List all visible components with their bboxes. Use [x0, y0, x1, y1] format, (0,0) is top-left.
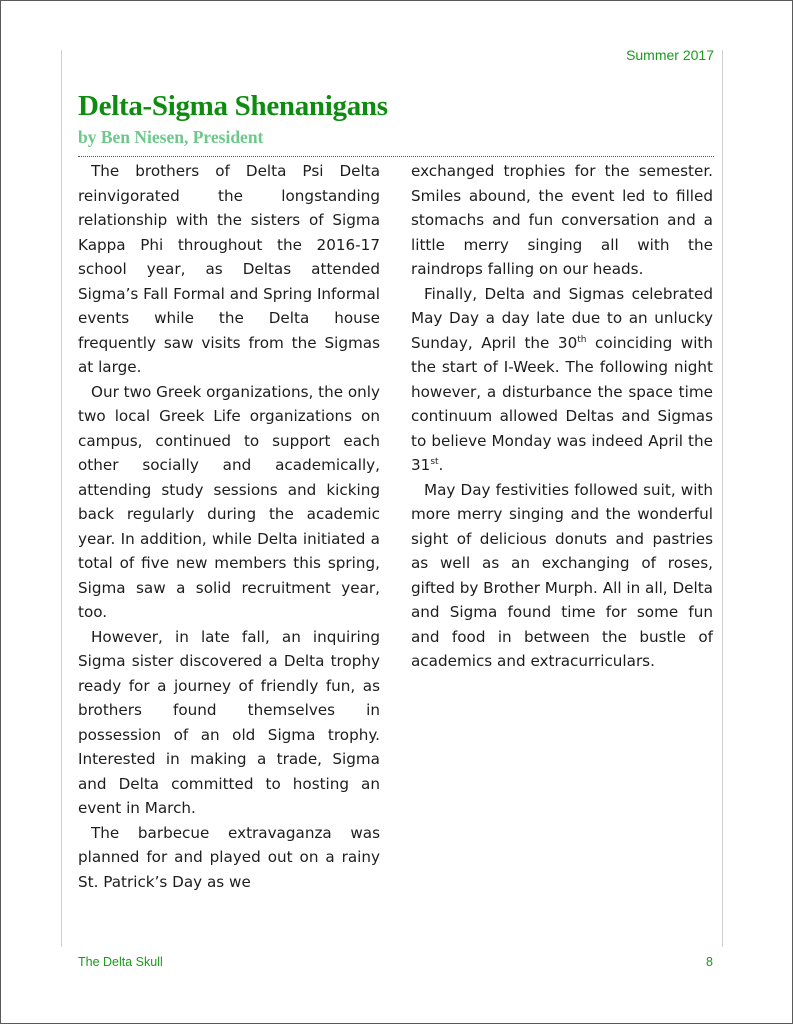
text-run: .	[438, 456, 444, 474]
text-run: Finally, Delta and Sigmas celebrated May Day a day late due to an unlucky Sunday, April the 30	[411, 284, 713, 352]
footer-page-number: 8	[706, 955, 713, 969]
footer-publication: The Delta Skull	[78, 955, 163, 969]
left-margin-rule	[61, 50, 62, 947]
ordinal-suffix: st	[430, 457, 439, 467]
right-column	[411, 159, 713, 674]
text-run: coinciding with the start of I-Week. The following night however, a disturbance the space time continuum allowed Deltas and Sigmas to believe Monday was indeed April the 31	[411, 333, 713, 474]
left-column	[78, 159, 380, 894]
issue-date: Summer 2017	[626, 47, 714, 63]
paragraph: The brothers of Delta Psi Delta reinvigorated the longstanding relationship with the sisters of Sigma Kappa Phi throughout the 2016-17 school year, as Deltas attended Sigma’s Fall Formal and Spring Informal events while the Delta house frequently saw visits from the Sigmas at large.	[78, 162, 380, 376]
paragraph: May Day festivities followed suit, with more merry singing and the wonderful sight of delicious donuts and pastries as well as an exchanging of roses, gifted by Brother Murph. All in all, Delta and Sigma found time for some fun and food in between the bustle of academics and extracurriculars.	[411, 480, 713, 670]
paragraph: However, in late fall, an inquiring Sigma sister discovered a Delta trophy ready for a journey of friendly fun, as brothers found themselves in possession of an old Sigma trophy. Interested in making a trade, Sigma and Delta committed to hosting an event in March.	[78, 627, 380, 817]
paragraph: The barbecue extravaganza was planned for and played out on a rainy St. Patrick’s Day as we	[78, 823, 380, 891]
article-byline: by Ben Niesen, President	[78, 127, 264, 147]
article-title: Delta-Sigma Shenanigans	[78, 90, 388, 122]
ordinal-suffix: th	[577, 334, 587, 345]
right-margin-rule	[722, 50, 723, 947]
paragraph: Our two Greek organizations, the only two local Greek Life organizations on campus, continued to support each other socially and academically, attending study sessions and kicking back regularly during the academic year. In addition, while Delta initiated a total of five new members this spring, Sigma saw a solid recruitment year, too.	[78, 382, 381, 621]
paragraph	[411, 282, 713, 478]
dotted-divider	[78, 156, 714, 157]
paragraph: exchanged trophies for the semester. Smiles abound, the event led to filled stomachs and fun conversation and a little merry singing all with the raindrops falling on our heads.	[411, 162, 713, 278]
